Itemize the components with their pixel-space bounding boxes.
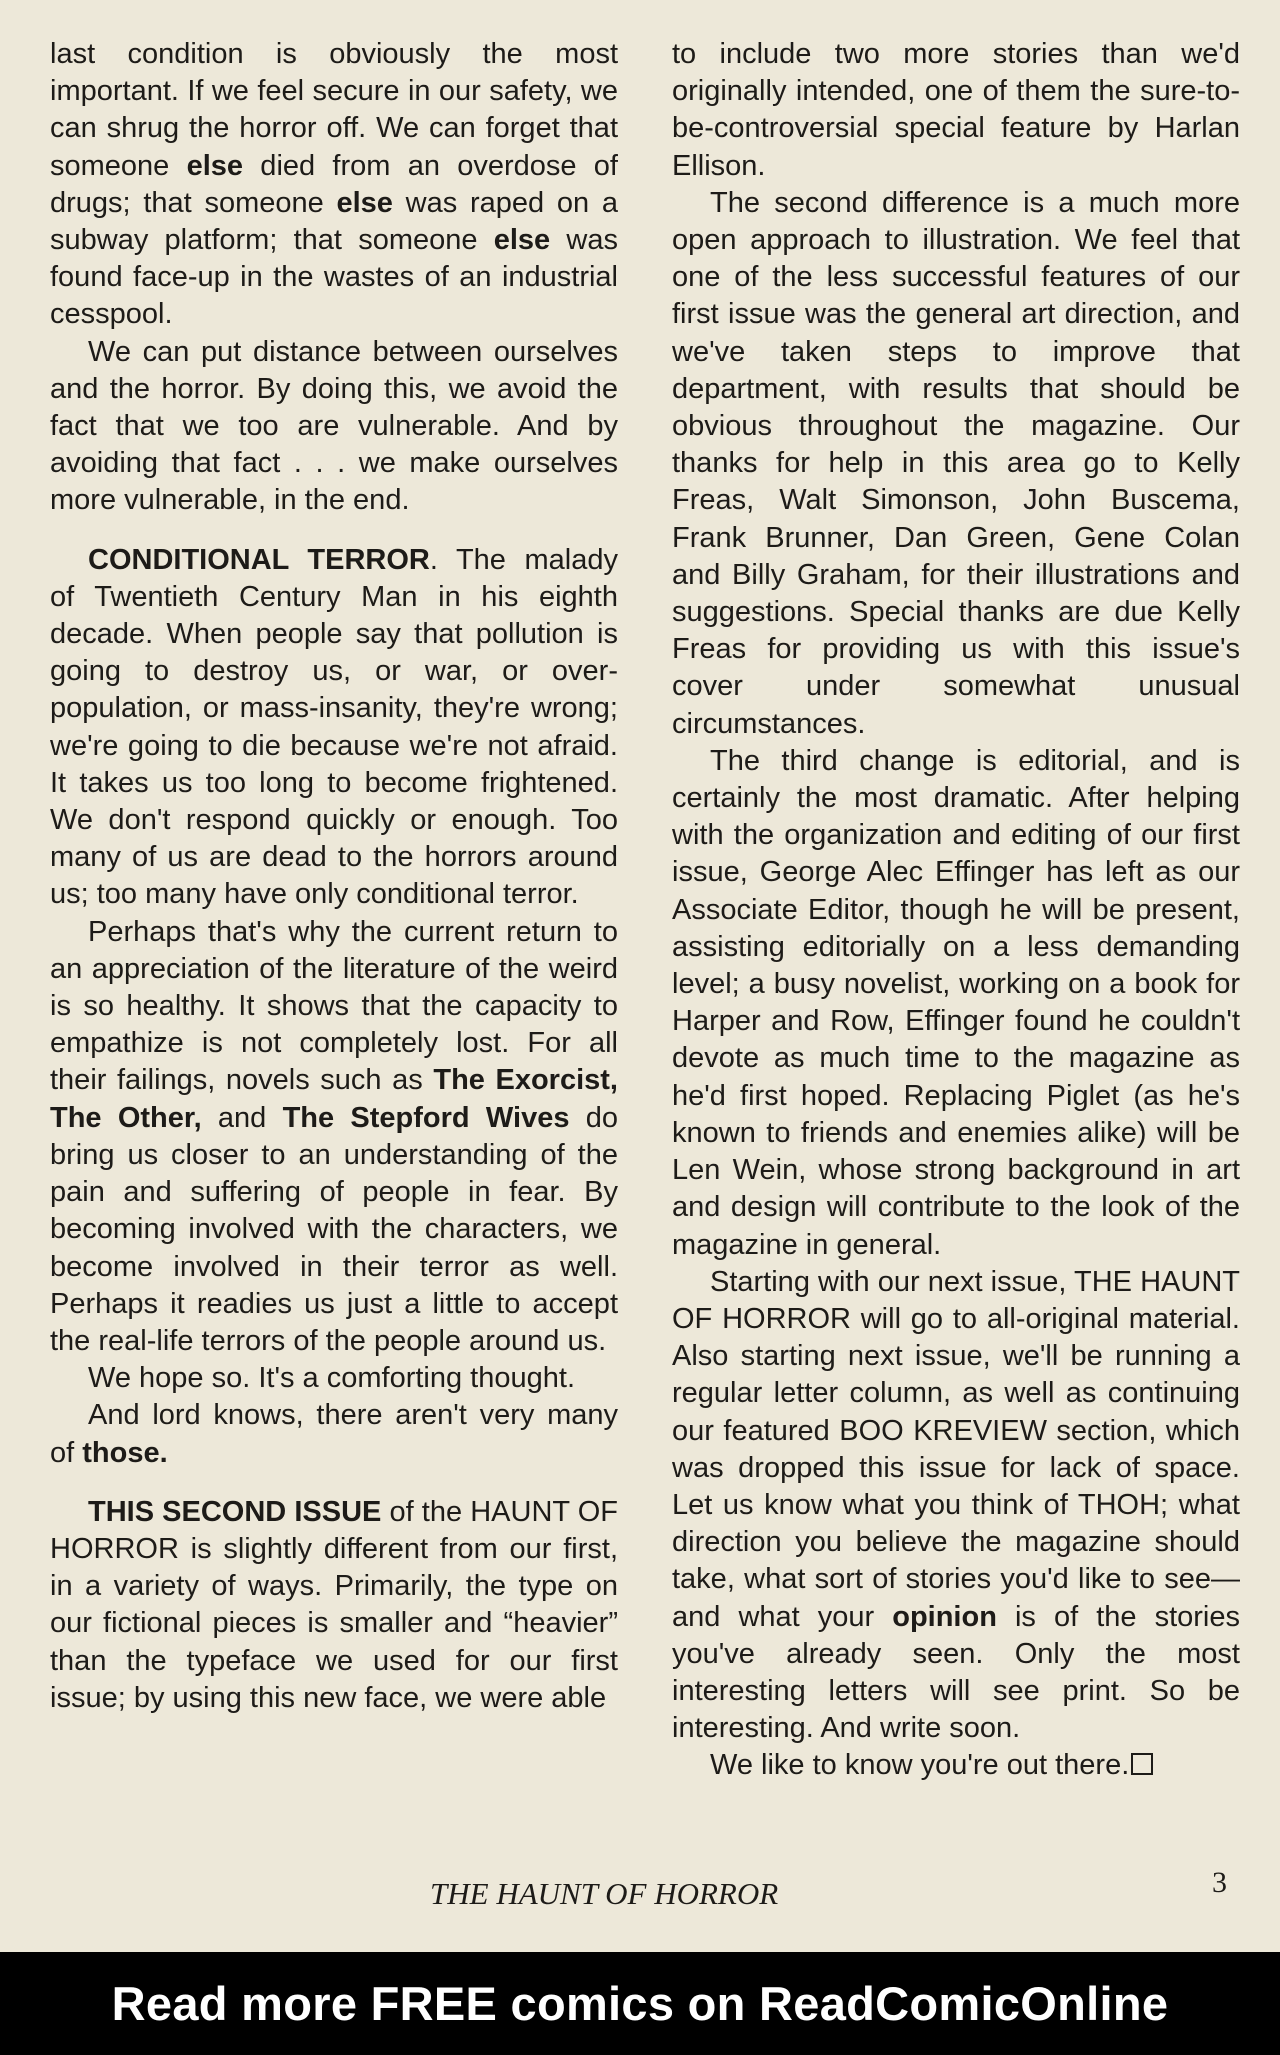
text: was found face-up in the wastes of an industrial cesspool. <box>50 224 618 331</box>
book-title: The Exorcist, The Other, <box>50 1064 618 1134</box>
book-title: The Stepford Wives <box>282 1101 570 1134</box>
text: We like to know you're out there. <box>710 1749 1130 1782</box>
promo-banner[interactable] <box>0 1952 1280 2055</box>
right-column <box>672 36 1240 1785</box>
text: Perhaps that's why the current return to an appreciation of the literature of the weird is so healthy. It shows that the capacity to empathize is not completely lost. For all their failings, novels such as <box>50 915 618 1097</box>
bold-text: else <box>186 149 244 182</box>
text: was raped on a subway platform; that someone <box>50 186 618 257</box>
text: last condition is obviously the most important. If we feel secure in our safety, we can shrug the horror off. We can forget that someone <box>50 38 618 182</box>
paragraph: The third change is editorial, and is certainly the most dramatic. After helping with the organization and editing of our first issue, George Alec Effinger has left as our Associate Editor, though he will be present, assisting editorially on a less demanding level; a busy novelist, working on a book for Harper and Row, Effinger found he couldn't devote as much time to the magazine as he'd first hoped. Replacing Piglet (as he's known to friends and enemies alike) will be Len Wein, whose strong background in art and design will contribute to the look of the magazine in general. <box>672 744 1240 1261</box>
promo-banner-text[interactable]: Read more FREE comics on ReadComicOnline <box>111 1977 1169 2030</box>
text: do bring us closer to an understanding of the pain and suffering of people in fear. By becoming involved with the characters, we become involved in their terror as well. Perhaps it readies us just a little to accept the real-life terrors of the people around us. <box>50 1101 618 1357</box>
section-heading: THIS SECOND ISSUE <box>88 1495 382 1528</box>
text: . The malady of Twentieth Century Man in his eighth decade. When people say that pollution is going to destroy us, or war, or over-population, or mass-insanity, they're wrong; we're going to die because we're not afraid. It takes us too long to become frightened. We don't respond quickly or enough. Too many of us are dead to the horrors around us; too many have only conditional terror. <box>50 543 618 911</box>
bold-text: else <box>336 186 393 219</box>
text: of the HAUNT OF HORROR is slightly different from our first, in a variety of ways. Primarily, the type on our fictional pieces is smaller and “heavier” than the typeface we used for our first issue; by using this new face, we were able <box>50 1495 618 1714</box>
paragraph <box>50 542 618 914</box>
paragraph <box>50 914 618 1360</box>
page-number: 3 <box>1212 1866 1227 1899</box>
bold-text: else <box>493 224 551 257</box>
running-footer-title: THE HAUNT OF HORROR <box>430 1876 779 1911</box>
end-mark-icon <box>1131 1753 1153 1775</box>
paragraph: The second difference is a much more open approach to illustration. We feel that one of the less successful features of our first issue was the general art direction, and we've taken steps to improve that department, with results that should be obvious throughout the magazine. Our thanks for help in this area go to Kelly Freas, Walt Simonson, John Buscema, Frank Brunner, Dan Green, Gene Colan and Billy Graham, for their illustrations and suggestions. Special thanks are due Kelly Freas for providing us with this issue's cover under somewhat unusual circumstances. <box>672 186 1240 740</box>
paragraph <box>672 1747 1240 1784</box>
text: Starting with our next issue, THE HAUNT OF HORROR will go to all-original material. Also starting next issue, we'll be running a regular letter column, as well as continuing our featured BOO KREVIEW section, which was dropped this issue for lack of space. Let us know what you think of THOH; what direction you believe the magazine should take, what sort of stories you'd like to see—and what your <box>672 1265 1240 1633</box>
text: died from an overdose of drugs; that someone <box>50 149 618 219</box>
text: and <box>201 1101 283 1134</box>
paragraph <box>672 1264 1240 1748</box>
bold-text: those. <box>82 1436 168 1469</box>
paragraph: We hope so. It's a comforting thought. <box>88 1362 575 1395</box>
bold-text: opinion <box>892 1600 997 1633</box>
paragraph <box>50 36 618 334</box>
paragraph <box>50 1494 618 1717</box>
text: is of the stories you've already seen. Only the most interesting letters will see print. So be interesting. And write soon. <box>672 1600 1240 1745</box>
paragraph: We can put distance between ourselves and the horror. By doing this, we avoid the fact that we too are vulnerable. And by avoiding that fact . . . we make ourselves more vulnerable, in the end. <box>50 335 618 517</box>
left-column <box>50 36 618 1717</box>
section-heading: CONDITIONAL TERROR <box>88 543 430 576</box>
text: And lord knows, there aren't very many of <box>50 1399 618 1469</box>
paragraph: to include two more stories than we'd originally intended, one of them the sure-to-be-controversial special feature by Harlan Ellison. <box>672 38 1240 182</box>
paragraph <box>50 1397 618 1471</box>
